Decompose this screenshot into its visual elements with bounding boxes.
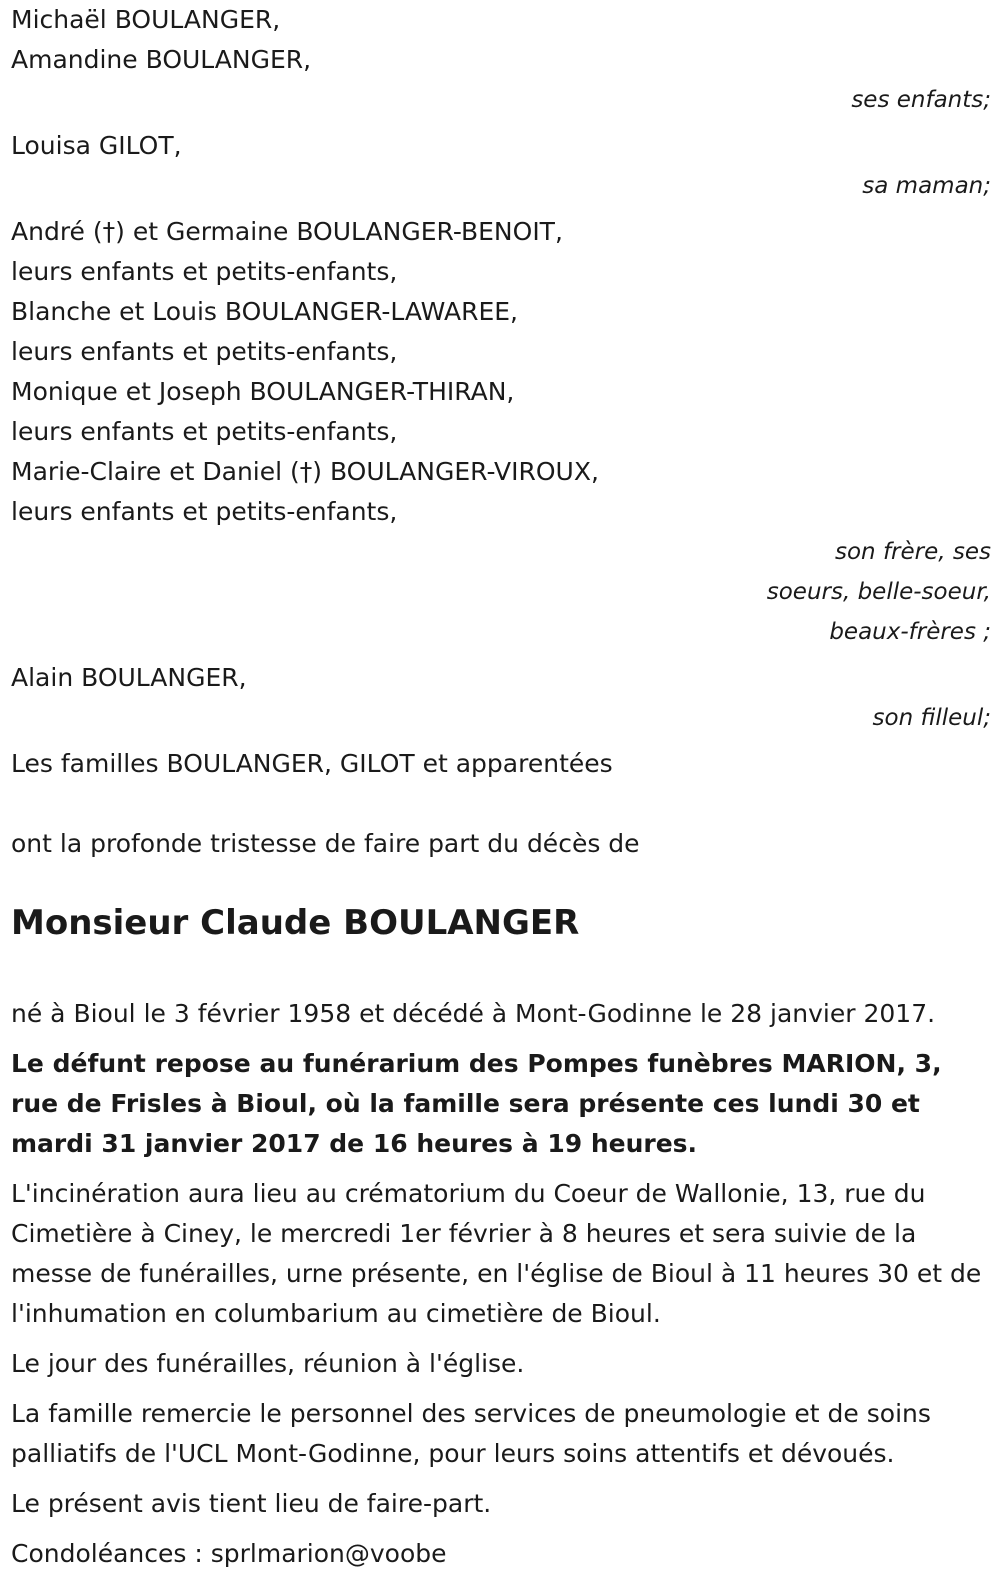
condolences-line: Condoléances : sprlmarion@voobe <box>11 1539 447 1568</box>
birth-death-paragraph: né à Bioul le 3 février 1958 et décédé à Mont-Godinne le 28 janvier 2017. <box>11 999 936 1028</box>
sibling-line: Monique et Joseph BOULANGER-THIRAN, <box>11 377 515 406</box>
siblings-relation: soeurs, belle-soeur, <box>766 579 991 605</box>
funerarium-paragraph: Le défunt repose au funérarium des Pompes funèbres MARION, 3, rue de Frisles à Bioul, où la famille sera présente ces lundi 30 et mardi 31 janvier 2017 de 16 heures à 19 heures. <box>11 1049 942 1158</box>
siblings-relation: beaux-frères ; <box>829 619 991 645</box>
siblings-relation: son frère, ses <box>835 539 991 565</box>
reunion-paragraph: Le jour des funérailles, réunion à l'église. <box>11 1349 525 1378</box>
child-name: Michaël BOULANGER, <box>11 5 281 34</box>
sibling-line: André (†) et Germaine BOULANGER-BENOIT, <box>11 217 563 246</box>
sibling-line: leurs enfants et petits-enfants, <box>11 417 398 446</box>
ceremony-paragraph: L'incinération aura lieu au crématorium du Coeur de Wallonie, 13, rue du Cimetière à Ciney, le mercredi 1er février à 8 heures et sera suivie de la messe de funérailles, urne présente, en l'église de Bioul à 11 heures 30 et de l'inhumation en columbarium au cimetière de Bioul. <box>11 1179 982 1328</box>
siblings-section <box>11 212 991 652</box>
deceased-name: Monsieur Claude BOULANGER <box>11 903 580 943</box>
children-relation: ses enfants; <box>851 87 991 113</box>
announcement-line: ont la profonde tristesse de faire part du décès de <box>11 829 640 858</box>
children-section <box>11 0 991 120</box>
thanks-paragraph: La famille remercie le personnel des services de pneumologie et de soins palliatifs de l'UCL Mont-Godinne, pour leurs soins attentifs et dévoués. <box>11 1399 931 1468</box>
notice-paragraph: Le présent avis tient lieu de faire-part. <box>11 1489 492 1518</box>
godson-name: Alain BOULANGER, <box>11 663 247 692</box>
families-line: Les familles BOULANGER, GILOT et apparentées <box>11 749 613 778</box>
child-name: Amandine BOULANGER, <box>11 45 312 74</box>
sibling-line: Marie-Claire et Daniel (†) BOULANGER-VIROUX, <box>11 457 599 486</box>
mother-section <box>11 126 991 206</box>
mother-relation: sa maman; <box>862 173 991 199</box>
mother-name: Louisa GILOT, <box>11 131 182 160</box>
sibling-line: leurs enfants et petits-enfants, <box>11 497 398 526</box>
sibling-line: Blanche et Louis BOULANGER-LAWAREE, <box>11 297 518 326</box>
godson-relation: son filleul; <box>872 705 991 731</box>
sibling-line: leurs enfants et petits-enfants, <box>11 257 398 286</box>
godson-section <box>11 658 991 738</box>
sibling-line: leurs enfants et petits-enfants, <box>11 337 398 366</box>
obituary-notice <box>11 0 991 1584</box>
